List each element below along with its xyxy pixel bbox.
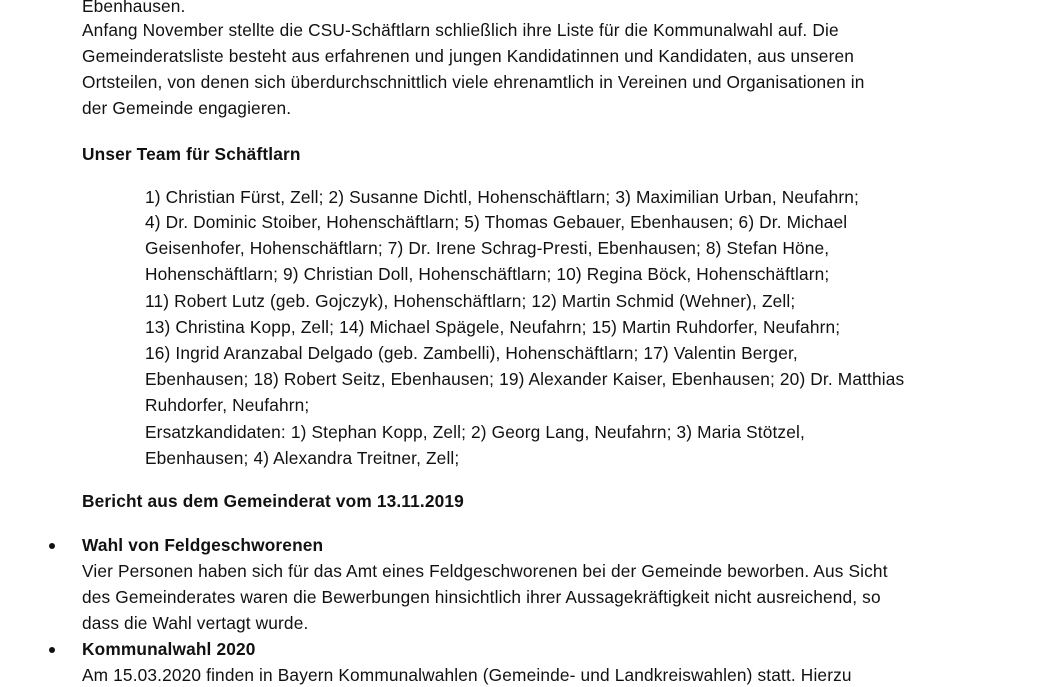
candidate-line: 11) Robert Lutz (geb. Gojczyk), Hohenschäftlarn; 12) Martin Schmid (Wehner), Zell; bbox=[145, 291, 796, 311]
substitute-line: Ersatzkandidaten: 1) Stephan Kopp, Zell; 2) Georg Lang, Neufahrn; 3) Maria Stötzel, bbox=[145, 422, 805, 442]
report-item-title: Kommunalwahl 2020 bbox=[82, 639, 256, 659]
intro-line: Ebenhausen. bbox=[82, 0, 186, 16]
candidate-line: 4) Dr. Dominic Stoiber, Hohenschäftlarn; 5) Thomas Gebauer, Ebenhausen; 6) Dr. Michael bbox=[145, 212, 848, 232]
report-item-line: Vier Personen haben sich für das Amt eines Feldgeschworenen bei der Gemeinde beworben. Aus Sicht bbox=[82, 561, 888, 581]
bullet-icon bbox=[49, 647, 55, 653]
report-item-title: Wahl von Feldgeschworenen bbox=[82, 535, 324, 555]
bullet-icon bbox=[49, 543, 55, 549]
candidate-line: 16) Ingrid Aranzabal Delgado (geb. Zambelli), Hohenschäftlarn; 17) Valentin Berger, bbox=[145, 343, 798, 363]
candidate-line: 13) Christina Kopp, Zell; 14) Michael Spägele, Neufahrn; 15) Martin Ruhdorfer, Neufahrn; bbox=[145, 317, 841, 337]
candidate-line: Geisenhofer, Hohenschäftlarn; 7) Dr. Irene Schrag-Presti, Ebenhausen; 8) Stefan Höne, bbox=[145, 238, 830, 258]
report-heading: Bericht aus dem Gemeinderat vom 13.11.2019 bbox=[82, 491, 464, 511]
report-item-line: dass die Wahl vertagt wurde. bbox=[82, 613, 309, 633]
intro-line: Gemeinderatsliste besteht aus erfahrenen und jungen Kandidatinnen und Kandidaten, aus unseren bbox=[82, 46, 854, 66]
candidate-line: Ruhdorfer, Neufahrn; bbox=[145, 395, 310, 415]
team-heading: Unser Team für Schäftlarn bbox=[82, 144, 301, 164]
intro-line: der Gemeinde engagieren. bbox=[82, 98, 292, 118]
report-item-line: Am 15.03.2020 finden in Bayern Kommunalwahlen (Gemeinde- und Landkreiswahlen) statt. Hierzu bbox=[82, 665, 852, 685]
report-item-line: des Gemeinderates waren die Bewerbungen hinsichtlich ihrer Aussagekräftigkeit nicht ausreichend, so bbox=[82, 587, 881, 607]
candidate-line: 1) Christian Fürst, Zell; 2) Susanne Dichtl, Hohenschäftlarn; 3) Maximilian Urban, Neufahrn; bbox=[145, 187, 859, 207]
intro-line: Anfang November stellte die CSU-Schäftlarn schließlich ihre Liste für die Kommunalwahl auf. Die bbox=[82, 20, 839, 40]
substitute-line: Ebenhausen; 4) Alexandra Treitner, Zell; bbox=[145, 448, 460, 468]
candidate-line: Hohenschäftlarn; 9) Christian Doll, Hohenschäftlarn; 10) Regina Böck, Hohenschäftlarn; bbox=[145, 264, 830, 284]
intro-line: Ortsteilen, von denen sich überdurchschnittlich viele ehrenamtlich in Vereinen und Organisationen in bbox=[82, 72, 865, 92]
candidate-line: Ebenhausen; 18) Robert Seitz, Ebenhausen; 19) Alexander Kaiser, Ebenhausen; 20) Dr. Matthias bbox=[145, 369, 905, 389]
